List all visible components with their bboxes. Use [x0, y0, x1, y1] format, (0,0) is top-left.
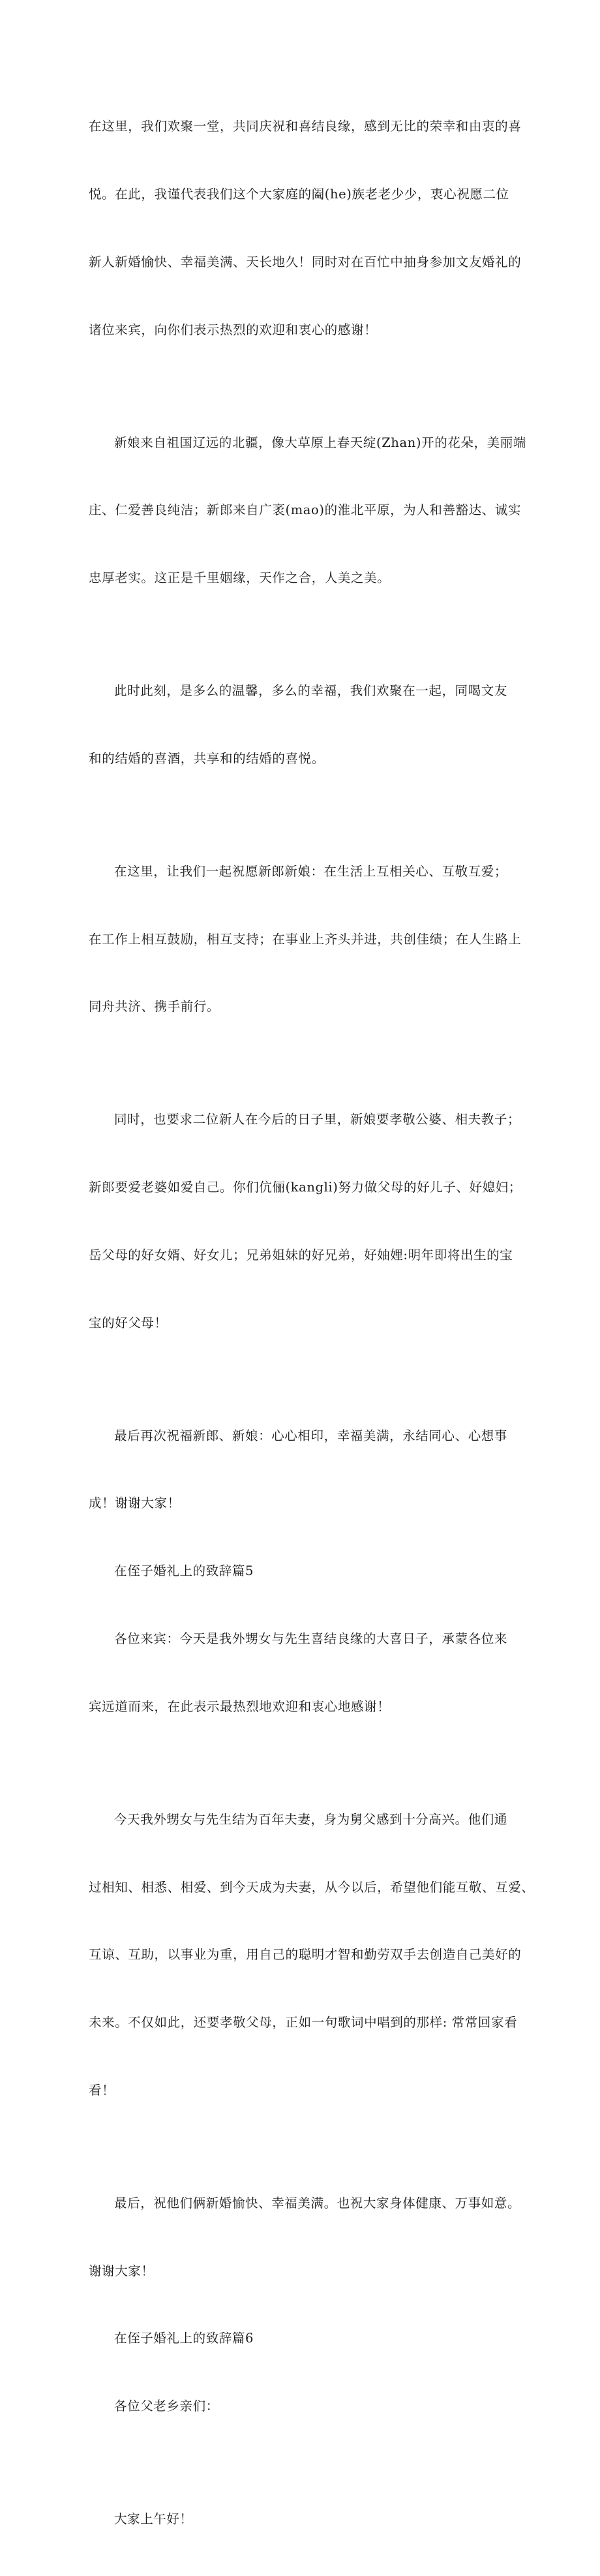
paragraph-salutation [89, 2350, 519, 2463]
text-line: 宾远道而来，在此表示最热烈地欢迎和衷心地感谢！ [89, 1698, 391, 1714]
document-body [89, 70, 535, 2576]
text-line: 宝的好父母！ [89, 1315, 168, 1330]
paragraph-niece-marriage [89, 1764, 535, 2147]
text-line: 忠厚老实。这正是千里姻缘，天作之合，人美之美。 [89, 570, 391, 586]
text-line: 大家上午好！ [114, 2511, 193, 2527]
paragraph-guests-welcome [89, 1583, 519, 1764]
text-line: 最后，祝他们俩新婚愉快、幸福美满。也祝大家身体健康、万事如意。 [114, 2195, 521, 2211]
section-heading-5 [89, 1560, 519, 1583]
heading-text: 在侄子婚礼上的致辞篇5 [114, 1563, 254, 1579]
paragraph-closing-wishes [89, 2147, 519, 2328]
paragraph-bride-groom [89, 386, 526, 635]
text-line: 同舟共济、携手前行。 [89, 999, 220, 1015]
text-line: 庄、仁爱善良纯洁；新郎来自广袤(mao)的淮北平原，为人和善豁达、诚实 [89, 502, 522, 518]
text-line: 成！谢谢大家！ [89, 1495, 181, 1511]
text-line: 各位父老乡亲们： [114, 2399, 219, 2414]
text-line: 同时，也要求二位新人在今后的日子里，新娘要孝敬公婆、相夫教子； [114, 1112, 521, 1127]
text-line: 悦。在此，我谨代表我们这个大家庭的阖(he)族老老少少，衷心祝愿二位 [89, 186, 509, 202]
paragraph-this-moment [89, 635, 519, 816]
paragraph-greeting [89, 2463, 519, 2576]
text-line: 在工作上相互鼓励，相互支持；在事业上齐头并进，共创佳绩；在人生路上 [89, 931, 522, 947]
text-line: 新人新婚愉快、幸福美满、天长地久！同时对在百忙中抽身参加文友婚礼的 [89, 254, 522, 269]
text-line: 和的结婚的喜酒，共享和的结婚的喜悦。 [89, 750, 325, 766]
text-line: 岳父母的好女婿、好女儿；兄弟姐妹的好兄弟，好妯娌:明年即将出生的宝 [89, 1247, 513, 1263]
text-line: 今天我外甥女与先生结为百年夫妻，身为舅父感到十分高兴。他们通 [114, 1811, 508, 1827]
text-line: 在这里，让我们一起祝愿新郎新娘：在生活上互相关心、互敬互爱； [114, 863, 508, 879]
text-line: 未来。不仅如此，还要孝敬父母，正如一句歌词中唱到的那样: 常常回家看 [89, 2015, 518, 2031]
text-line: 新娘来自祖国辽远的北疆，像大草原上春天绽(Zhan)开的花朵，美丽端 [114, 435, 526, 450]
paragraph-requirements [89, 1064, 522, 1379]
text-line: 新郎要爱老婆如爱自己。你们伉俪(kangli)努力做父母的好儿子、好媳妇； [89, 1180, 522, 1195]
heading-text: 在侄子婚礼上的致辞篇6 [114, 2331, 254, 2346]
paragraph-blessing-intro [89, 70, 522, 386]
text-line: 最后再次祝福新郎、新娘：心心相印，幸福美满，永结同心、心想事 [114, 1428, 508, 1443]
text-line: 互谅、互助，以事业为重，用自己的聪明才智和勤劳双手去创造自己美好的 [89, 1947, 522, 1963]
text-line: 在这里，我们欢聚一堂，共同庆祝和喜结良缘，感到无比的荣幸和由衷的喜 [89, 119, 522, 134]
paragraph-final-blessing [89, 1379, 519, 1560]
text-line: 各位来宾：今天是我外甥女与先生喜结良缘的大喜日子，承蒙各位来 [114, 1631, 508, 1646]
text-line: 谢谢大家！ [89, 2263, 155, 2278]
text-line: 此时此刻，是多么的温馨，多么的幸福，我们欢聚在一起，同喝文友 [114, 683, 508, 699]
paragraph-wishes [89, 816, 522, 1064]
text-line: 看！ [89, 2082, 115, 2098]
section-heading-6 [89, 2327, 519, 2350]
text-line: 过相知、相悉、相爱、到今天成为夫妻，从今以后，希望他们能互敬、互爱、 [89, 1879, 535, 1895]
text-line: 诸位来宾，向你们表示热烈的欢迎和衷心的感谢！ [89, 322, 378, 337]
